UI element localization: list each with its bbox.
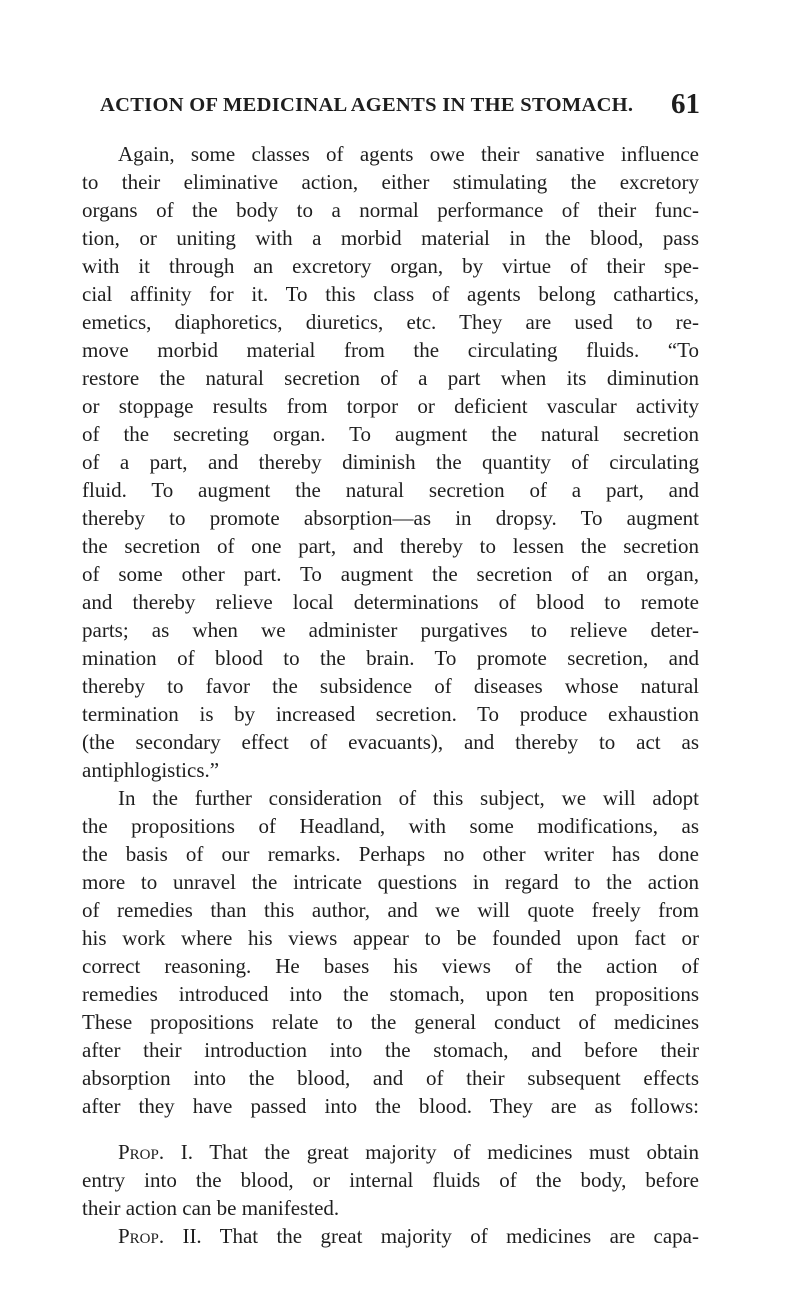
text-line: antiphlogistics.” <box>82 758 220 782</box>
text-line: his work where his views appear to be founded upon fact or <box>82 926 699 950</box>
text-line: (the secondary effect of evacuants), and thereby to act as <box>82 730 699 754</box>
text-line: of the secreting organ. To augment the natural secretion <box>82 422 699 446</box>
text-line: mination of blood to the brain. To promote secretion, and <box>82 646 699 670</box>
text-line: the basis of our remarks. Perhaps no other writer has done <box>82 842 699 866</box>
text-line: of a part, and thereby diminish the quantity of circulating <box>82 450 699 474</box>
text-line: of some other part. To augment the secretion of an organ, <box>82 562 699 586</box>
text-line: emetics, diaphoretics, diuretics, etc. They are used to re- <box>82 310 699 334</box>
text-line: with it through an excretory organ, by virtue of their spe- <box>82 254 699 278</box>
text-line: thereby to promote absorption—as in dropsy. To augment <box>82 506 699 530</box>
text-line: remedies introduced into the stomach, upon ten propositions <box>82 982 699 1006</box>
text-line: These propositions relate to the general conduct of medicines <box>82 1010 699 1034</box>
text-line: restore the natural secretion of a part when its diminution <box>82 366 699 390</box>
text-line: fluid. To augment the natural secretion of a part, and <box>82 478 699 502</box>
text-line: the secretion of one part, and thereby to lessen the secretion <box>82 534 699 558</box>
text-line: after their introduction into the stomach, and before their <box>82 1038 699 1062</box>
proposition-line <box>118 1138 699 1166</box>
text-line: tion, or uniting with a morbid material in the blood, pass <box>82 226 699 250</box>
text-line: absorption into the blood, and of their subsequent effects <box>82 1066 699 1090</box>
running-head <box>100 90 700 120</box>
text-line: to their eliminative action, either stimulating the excretory <box>82 170 699 194</box>
text-line: after they have passed into the blood. They are as follows: <box>82 1094 699 1118</box>
proposition-text: That the great majority of medicines are capa- <box>219 1224 699 1248</box>
proposition-line: their action can be manifested. <box>82 1196 340 1220</box>
text-line: the propositions of Headland, with some modifications, as <box>82 814 699 838</box>
text-line: more to unravel the intricate questions in regard to the action <box>82 870 699 894</box>
proposition-label: Prop. I. <box>118 1140 193 1164</box>
proposition-text: That the great majority of medicines must obtain <box>209 1140 699 1164</box>
text-line: or stoppage results from torpor or deficient vascular activity <box>82 394 699 418</box>
text-line: Again, some classes of agents owe their sanative influence <box>118 142 699 166</box>
page-number: 61 <box>671 88 700 120</box>
text-line: organs of the body to a normal performance of their func- <box>82 198 699 222</box>
text-line: termination is by increased secretion. To produce exhaustion <box>82 702 699 726</box>
text-line: cial affinity for it. To this class of agents belong cathartics, <box>82 282 699 306</box>
proposition-label: Prop. II. <box>118 1224 202 1248</box>
text-line: and thereby relieve local determinations of blood to remote <box>82 590 699 614</box>
text-line: parts; as when we administer purgatives to relieve deter- <box>82 618 699 642</box>
running-title: ACTION OF MEDICINAL AGENTS IN THE STOMACH. <box>100 94 634 116</box>
text-line: In the further consideration of this subject, we will adopt <box>118 786 699 810</box>
text-line: correct reasoning. He bases his views of the action of <box>82 954 699 978</box>
proposition-line <box>118 1222 699 1250</box>
text-line: of remedies than this author, and we will quote freely from <box>82 898 699 922</box>
proposition-line: entry into the blood, or internal fluids of the body, before <box>82 1168 699 1192</box>
text-line: move morbid material from the circulating fluids. “To <box>82 338 699 362</box>
text-line: thereby to favor the subsidence of diseases whose natural <box>82 674 699 698</box>
